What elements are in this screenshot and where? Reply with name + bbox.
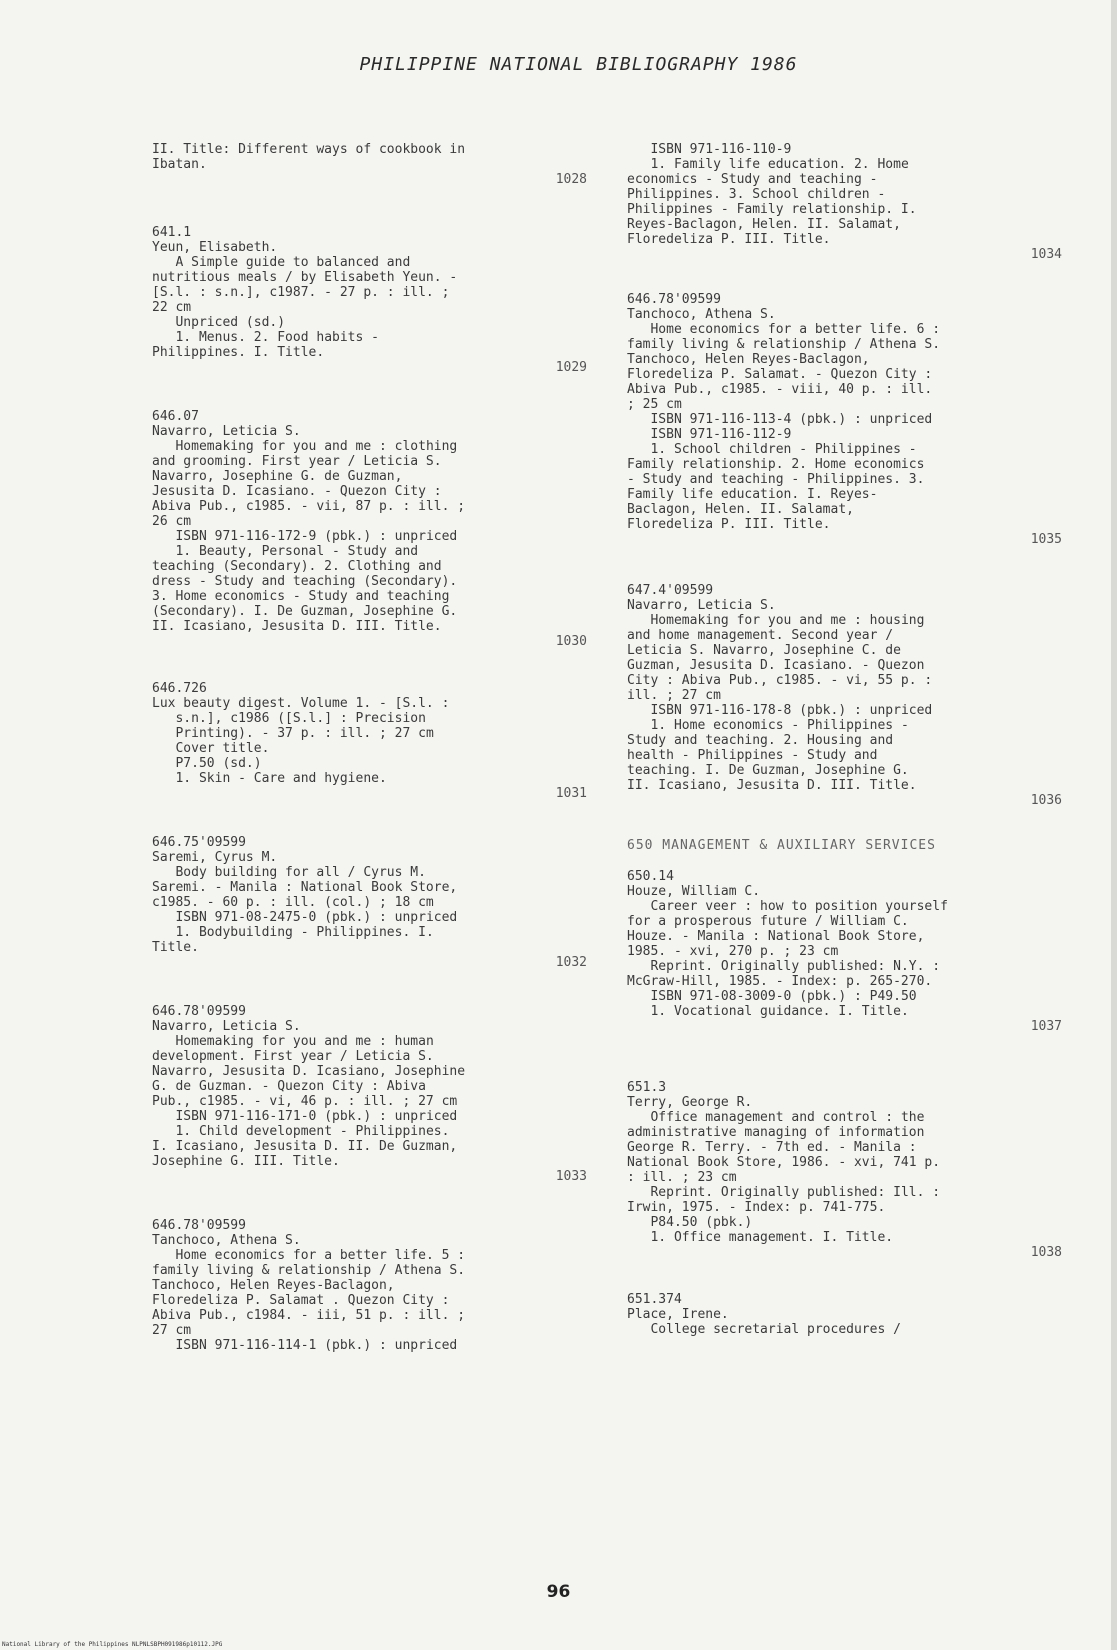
entry-line: Floredeliza P. Salamat. - Quezon City : — [627, 367, 933, 382]
entry-gap — [152, 649, 607, 681]
entry-line: I. Icasiano, Jesusita D. II. De Guzman, — [152, 1139, 458, 1154]
right-column — [627, 142, 1082, 1337]
bibliographic-entry — [152, 225, 607, 375]
entry-line: Unpriced (sd.) — [152, 315, 286, 330]
bibliographic-entry — [152, 835, 607, 970]
entry-line: and grooming. First year / Leticia S. — [152, 454, 442, 469]
entry-line: Philippines - Family relationship. I. — [627, 202, 917, 217]
entry-gap — [152, 187, 607, 225]
entry-line: ISBN 971-116-114-1 (pbk.) : unpriced — [152, 1338, 458, 1353]
call-number: 646.07 — [152, 409, 199, 424]
entry-line: family living & relationship / Athena S. — [152, 1263, 466, 1278]
entry-line: Leticia S. Navarro, Josephine C. de — [627, 643, 901, 658]
entry-line: II. Icasiano, Jesusita D. III. Title. — [627, 778, 917, 793]
entry-line: 1. School children - Philippines - — [627, 442, 917, 457]
entry-line: Reyes-Baclagon, Helen. II. Salamat, — [627, 217, 901, 232]
entry-line: Printing). - 37 p. : ill. ; 27 cm — [152, 726, 434, 741]
entry-line: Title. — [152, 940, 199, 955]
entry-heading: Tanchoco, Athena S. — [152, 1233, 301, 1248]
entry-number: 1038 — [1030, 1245, 1062, 1260]
scan-footer: National Library of the Philippines NLPNLSBPH091986p10112.JPG — [2, 1641, 223, 1648]
entry-line: 1. Bodybuilding - Philippines. I. — [152, 925, 434, 940]
entry-gap — [627, 808, 1082, 838]
call-number: 650.14 — [627, 869, 674, 884]
entry-line: ISBN 971-116-172-9 (pbk.) : unpriced — [152, 529, 458, 544]
entry-line: Body building for all / Cyrus M. — [152, 865, 426, 880]
entry-line: : ill. ; 23 cm — [627, 1170, 737, 1185]
entry-heading: Lux beauty digest. Volume 1. - [S.l. : — [152, 696, 450, 711]
entry-heading: Yeun, Elisabeth. — [152, 240, 278, 255]
call-number: 646.75'09599 — [152, 835, 246, 850]
call-number: 641.1 — [152, 225, 192, 240]
entry-line: Reprint. Originally published: N.Y. : — [627, 959, 941, 974]
entry-line: ISBN 971-116-113-4 (pbk.) : unpriced — [627, 412, 933, 427]
entry-line: Ibatan. — [152, 157, 207, 172]
entry-number: 1029 — [555, 360, 587, 375]
entry-line: College secretarial procedures / — [627, 1322, 901, 1337]
entry-line: c1985. - 60 p. : ill. (col.) ; 18 cm — [152, 895, 434, 910]
entry-heading: Terry, George R. — [627, 1095, 753, 1110]
entry-number: 1031 — [555, 786, 587, 801]
entry-gap — [152, 801, 607, 835]
bibliographic-entry — [152, 1218, 607, 1353]
entry-line: Josephine G. III. Title. — [152, 1154, 340, 1169]
entry-number: 1034 — [1030, 247, 1062, 262]
page-number: 96 — [546, 1582, 571, 1602]
entry-gap — [627, 1260, 1082, 1292]
call-number: 646.78'09599 — [627, 292, 721, 307]
bibliographic-entry — [152, 1004, 607, 1184]
entry-line: s.n.], c1986 ([S.l.] : Precision — [152, 711, 426, 726]
entry-number: 1036 — [1030, 793, 1062, 808]
entry-number: 1032 — [555, 955, 587, 970]
entry-line: 27 cm — [152, 1323, 192, 1338]
entry-line: Floredeliza P. III. Title. — [627, 232, 831, 247]
entry-line: Office management and control : the — [627, 1110, 925, 1125]
call-number: 646.726 — [152, 681, 207, 696]
entry-line: 3. Home economics - Study and teaching — [152, 589, 450, 604]
entry-gap — [152, 1184, 607, 1218]
left-column — [152, 142, 607, 1353]
entry-line: 22 cm — [152, 300, 192, 315]
entry-line: (Secondary). I. De Guzman, Josephine G. — [152, 604, 458, 619]
entry-gap — [627, 262, 1082, 292]
entry-line: teaching. I. De Guzman, Josephine G. — [627, 763, 909, 778]
entry-line: City : Abiva Pub., c1985. - vi, 55 p. : — [627, 673, 933, 688]
entry-line: II. Title: Different ways of cookbook in — [152, 142, 466, 157]
entry-heading: Tanchoco, Athena S. — [627, 307, 776, 322]
entry-gap — [152, 375, 607, 409]
entry-line: Homemaking for you and me : housing — [627, 613, 925, 628]
entry-line: [S.l. : s.n.], c1987. - 27 p. : ill. ; — [152, 285, 450, 300]
entry-line: Guzman, Jesusita D. Icasiano. - Quezon — [627, 658, 925, 673]
entry-line: 1. Home economics - Philippines - — [627, 718, 909, 733]
entry-line: P7.50 (sd.) — [152, 756, 262, 771]
entry-line: teaching (Secondary). 2. Clothing and — [152, 559, 442, 574]
entry-line: for a prosperous future / William C. — [627, 914, 909, 929]
entry-line: Family life education. I. Reyes- — [627, 487, 878, 502]
section-heading-block — [627, 838, 1082, 853]
entry-line: ISBN 971-08-3009-0 (pbk.) : P49.50 — [627, 989, 917, 1004]
entry-line: 1. Menus. 2. Food habits - — [152, 330, 379, 345]
entry-line: ISBN 971-116-112-9 — [627, 427, 792, 442]
entry-line: Abiva Pub., c1985. - viii, 40 p. : ill. — [627, 382, 933, 397]
entry-line: Philippines. I. Title. — [152, 345, 325, 360]
entry-line: ISBN 971-116-171-0 (pbk.) : unpriced — [152, 1109, 458, 1124]
entry-line: G. de Guzman. - Quezon City : Abiva — [152, 1079, 426, 1094]
entry-line: ISBN 971-116-178-8 (pbk.) : unpriced — [627, 703, 933, 718]
entry-line: 1. Office management. I. Title. — [627, 1230, 894, 1245]
entry-line: - Study and teaching - Philippines. 3. — [627, 472, 925, 487]
call-number: 647.4'09599 — [627, 583, 714, 598]
bibliographic-entry — [627, 869, 1082, 1034]
entry-line: Home economics for a better life. 5 : — [152, 1248, 466, 1263]
bibliographic-entry — [627, 292, 1082, 547]
entry-line: Houze. - Manila : National Book Store, — [627, 929, 925, 944]
entry-line: Homemaking for you and me : clothing — [152, 439, 458, 454]
entry-line: II. Icasiano, Jesusita D. III. Title. — [152, 619, 442, 634]
entry-line: Abiva Pub., c1985. - vii, 87 p. : ill. ; — [152, 499, 466, 514]
entry-line: economics - Study and teaching - — [627, 172, 878, 187]
call-number: 646.78'09599 — [152, 1218, 246, 1233]
entry-line: Homemaking for you and me : human — [152, 1034, 434, 1049]
entry-line: and home management. Second year / — [627, 628, 894, 643]
entry-line: nutritious meals / by Elisabeth Yeun. - — [152, 270, 458, 285]
entry-gap — [627, 547, 1082, 583]
entry-line: ; 25 cm — [627, 397, 682, 412]
section-heading: 650 MANAGEMENT & AUXILIARY SERVICES — [627, 838, 936, 853]
entry-line: Irwin, 1975. - Index: p. 741-775. — [627, 1200, 886, 1215]
entry-line: dress - Study and teaching (Secondary). — [152, 574, 458, 589]
call-number: 651.374 — [627, 1292, 682, 1307]
bibliographic-entry — [627, 142, 1082, 262]
entry-line: 1. Vocational guidance. I. Title. — [627, 1004, 909, 1019]
entry-line: Jesusita D. Icasiano. - Quezon City : — [152, 484, 442, 499]
entry-line: McGraw-Hill, 1985. - Index: p. 265-270. — [627, 974, 933, 989]
call-number: 646.78'09599 — [152, 1004, 246, 1019]
entry-line: Floredeliza P. III. Title. — [627, 517, 831, 532]
entry-line: 1. Child development - Philippines. — [152, 1124, 450, 1139]
entry-line: Navarro, Josephine G. de Guzman, — [152, 469, 403, 484]
entry-heading: Houze, William C. — [627, 884, 761, 899]
entry-line: Saremi. - Manila : National Book Store, — [152, 880, 458, 895]
page-header: PHILIPPINE NATIONAL BIBLIOGRAPHY 1986 — [359, 54, 798, 75]
entry-line: Baclagon, Helen. II. Salamat, — [627, 502, 854, 517]
entry-line: Tanchoco, Helen Reyes-Baclagon, — [627, 352, 870, 367]
entry-heading: Saremi, Cyrus M. — [152, 850, 278, 865]
entry-line: Abiva Pub., c1984. - iii, 51 p. : ill. ; — [152, 1308, 466, 1323]
entry-heading: Navarro, Leticia S. — [627, 598, 776, 613]
entry-line: 1. Skin - Care and hygiene. — [152, 771, 387, 786]
entry-number: 1037 — [1030, 1019, 1062, 1034]
entry-line: Study and teaching. 2. Housing and — [627, 733, 894, 748]
entry-gap — [627, 853, 1082, 869]
bibliographic-entry — [152, 142, 607, 187]
entry-line: Pub., c1985. - vi, 46 p. : ill. ; 27 cm — [152, 1094, 458, 1109]
entry-line: administrative managing of information — [627, 1125, 925, 1140]
bibliographic-entry — [627, 583, 1082, 808]
entry-gap — [627, 1034, 1082, 1080]
entry-number: 1035 — [1030, 532, 1062, 547]
entry-line: Reprint. Originally published: Ill. : — [627, 1185, 941, 1200]
entry-line: Career veer : how to position yourself — [627, 899, 948, 914]
page-edge-shadow — [1111, 0, 1117, 1650]
entry-line: Navarro, Jesusita D. Icasiano, Josephine — [152, 1064, 466, 1079]
entry-gap — [152, 970, 607, 1004]
entry-heading: Navarro, Leticia S. — [152, 1019, 301, 1034]
entry-number: 1033 — [555, 1169, 587, 1184]
entry-line: ISBN 971-08-2475-0 (pbk.) : unpriced — [152, 910, 458, 925]
entry-number: 1028 — [555, 172, 587, 187]
entry-heading: Navarro, Leticia S. — [152, 424, 301, 439]
entry-line: National Book Store, 1986. - xvi, 741 p. — [627, 1155, 941, 1170]
entry-line: Home economics for a better life. 6 : — [627, 322, 941, 337]
entry-line: Tanchoco, Helen Reyes-Baclagon, — [152, 1278, 395, 1293]
entry-heading: Place, Irene. — [627, 1307, 729, 1322]
bibliographic-entry — [627, 1292, 1082, 1337]
entry-line: A Simple guide to balanced and — [152, 255, 411, 270]
entry-line: Philippines. 3. School children - — [627, 187, 886, 202]
bibliographic-entry — [152, 409, 607, 649]
entry-line: development. First year / Leticia S. — [152, 1049, 434, 1064]
entry-line: George R. Terry. - 7th ed. - Manila : — [627, 1140, 917, 1155]
entry-line: ISBN 971-116-110-9 — [627, 142, 792, 157]
entry-line: Family relationship. 2. Home economics — [627, 457, 925, 472]
entry-line: P84.50 (pbk.) — [627, 1215, 753, 1230]
entry-line: 1. Family life education. 2. Home — [627, 157, 909, 172]
bibliographic-entry — [627, 1080, 1082, 1260]
entry-line: family living & relationship / Athena S. — [627, 337, 941, 352]
entry-line: 1985. - xvi, 270 p. ; 23 cm — [627, 944, 839, 959]
entry-line: Floredeliza P. Salamat . Quezon City : — [152, 1293, 450, 1308]
call-number: 651.3 — [627, 1080, 667, 1095]
entry-line: Cover title. — [152, 741, 270, 756]
entry-number: 1030 — [555, 634, 587, 649]
entry-line: health - Philippines - Study and — [627, 748, 878, 763]
entry-line: 1. Beauty, Personal - Study and — [152, 544, 419, 559]
entry-line: 26 cm — [152, 514, 192, 529]
entry-line: ill. ; 27 cm — [627, 688, 721, 703]
bibliographic-entry — [152, 681, 607, 801]
